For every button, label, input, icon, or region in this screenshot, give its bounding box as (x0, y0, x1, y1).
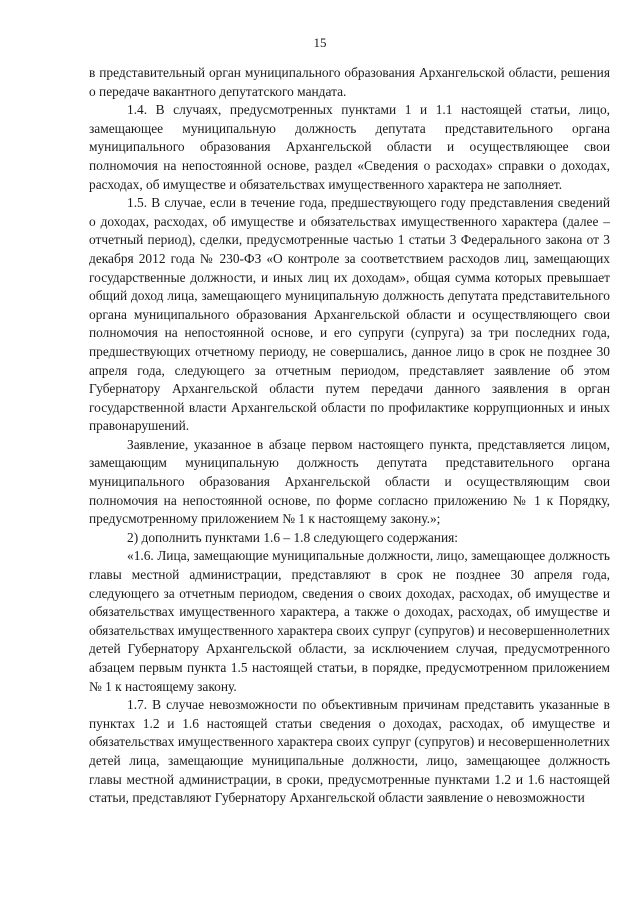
paragraph-application: Заявление, указанное в абзаце первом настоящего пункта, представляется лицом, замещающим муниципальную должность депутата представительного органа муниципального образования Архангельской области и осуществляющим свои полномочия на непостоянной основе, по форме согласно приложению № 1 к Порядку, предусмотренному приложением № 1 к настоящему закону.»; (89, 436, 610, 527)
paragraph-1-4: 1.4. В случаях, предусмотренных пунктами 1 и 1.1 настоящей статьи, лицо, замещающее муниципальную должность депутата представительного органа муниципального образования Архангельской области и осуществляющее свои полномочия на непостоянной основе, раздел «Сведения о расходах» справки о доходах, расходах, об имуществе и обязательствах имущественного характера не заполняет. (89, 102, 610, 192)
paragraph-continuation: в представительный орган муниципального образования Архангельской области, решения о передаче вакантного депутатского мандата. (89, 65, 610, 99)
paragraph-item-2: 2) дополнить пунктами 1.6 – 1.8 следующего содержания: (127, 529, 459, 545)
paragraph-1-6: «1.6. Лица, замещающие муниципальные должности, лицо, замещающее должность главы местной администрации, представляют в срок не позднее 30 апреля года, следующего за отчетным периодом, сведения о своих доходах, расходах, об имуществе и обязательствах имущественного характера, а также о доходах, расходах, об имуществе и обязательствах имущественного характера своих супруг (супругов) и несовершеннолетних детей Губернатору Архангельской области, за исключением случая, предусмотренного абзацем первым пункта 1.5 настоящей статьи, в порядке, предусмотренном приложением № 1 к настоящему закону. (89, 548, 610, 694)
page-number: 15 (313, 35, 327, 50)
document-body (89, 64, 610, 808)
paragraph-1-7: 1.7. В случае невозможности по объективным причинам представить указанные в пунктах 1.2 и 1.6 настоящей статьи сведения о доходах, расходах, об имуществе и обязательствах имущественного характера своих супруг (супругов) и несовершеннолетних детей лица, замещающие муниципальные должности, лицо, замещающее должность главы местной администрации, в сроки, предусмотренные пунктами 1.2 и 1.6 настоящей статьи, представляют Губернатору Архангельской области заявление о невозможности (89, 697, 610, 806)
paragraph-1-5: 1.5. В случае, если в течение года, предшествующего году представления сведений о доходах, расходах, об имуществе и обязательствах имущественного характера (далее – отчетный период), сделки, предусмотренные частью 1 статьи 3 Федерального закона от 3 декабря 2012 года № 230-ФЗ «О контроле за соответствием расходов лиц, замещающих государственные должности, и иных лиц их доходам», общая сумма которых превышает общий доход лица, замещающего муниципальную должность депутата представительного органа муниципального образования Архангельской области и осуществляющего свои полномочия на непостоянной основе, и его супруги (супруга) за три последних года, предшествующих отчетному периоду, не совершались, данное лицо в срок не позднее 30 апреля года, следующего за отчетным периодом, представляет заявление об этом Губернатору Архангельской области путем передачи данного заявления в орган государственной власти Архангельской области по профилактике коррупционных и иных правонарушений. (89, 195, 610, 434)
